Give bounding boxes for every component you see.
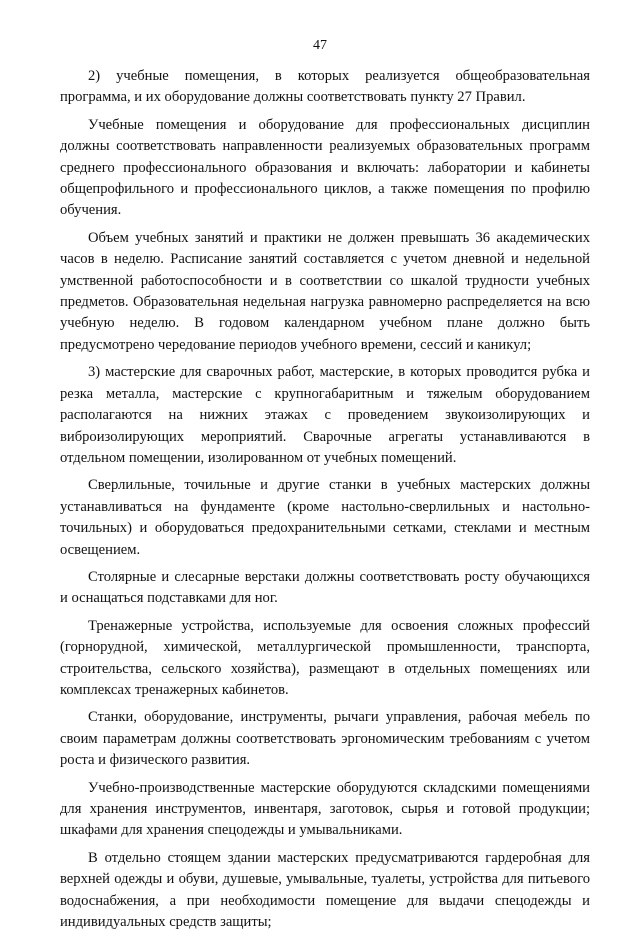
paragraph-10: В отдельно стоящем здании мастерских предусматриваются гардеробная для верхней одежды и обуви, душевые, умывальные, туалеты, устройства для питьевого водоснабжения, а при необходимости помещение для выдачи спецодежды и индивидуальных средств защиты; xyxy=(60,849,590,931)
page-number: 47 xyxy=(313,38,327,53)
paragraph-4: 3) мастерские для сварочных работ, мастерские, в которых проводится рубка и резка металла, мастерские с крупногабаритным и тяжелым оборудованием располагаются на нижних этажах с проведением звукоизолирующих и виброизолирующих мероприятий. Сварочные агрегаты устанавливаются в отдельном помещении, изолированном от учебных помещений. xyxy=(60,364,590,466)
paragraph-9: Учебно-производственные мастерские оборудуются складскими помещениями для хранения инструментов, инвентаря, заготовок, сырья и готовой продукции; шкафами для хранения спецодежды и умывальниками. xyxy=(60,779,590,839)
document-body xyxy=(60,66,590,939)
paragraph-2: Учебные помещения и оборудование для профессиональных дисциплин должны соответствовать направленности реализуемых образовательных программ среднего профессионального образования и включать: лаборатории и кабинеты общепрофильного и профессионального циклов, а также помещения по профилю обучения. xyxy=(60,116,590,219)
paragraph-8: Станки, оборудование, инструменты, рычаги управления, рабочая мебель по своим параметрам должны соответствовать эргономическим требованиям с учетом роста и физического развития. xyxy=(60,709,590,769)
paragraph-3: Объем учебных занятий и практики не должен превышать 36 академических часов в неделю. Расписание занятий составляется с учетом дневной и недельной умственной работоспособности и в соответствии со шкалой трудности учебных предметов. Образовательная недельная нагрузка равномерно распределяется на всю учебную неделю. В годовом календарном учебном плане должно быть предусмотрено чередование периодов учебного времени, сессий и каникул; xyxy=(60,229,590,353)
paragraph-6: Столярные и слесарные верстаки должны соответствовать росту обучающихся и оснащаться подставками для ног. xyxy=(60,568,590,607)
paragraph-5: Сверлильные, точильные и другие станки в учебных мастерских должны устанавливаться на фундаменте (кроме настольно-сверлильных и настольно-точильных) и оборудоваться предохранительными сетками, стеклами и местным освещением. xyxy=(60,477,590,558)
paragraph-7: Тренажерные устройства, используемые для освоения сложных профессий (горнорудной, химической, металлургической промышленности, транспорта, строительства, сельского хозяйства), размещают в отдельных помещениях или комплексах тренажерных кабинетов. xyxy=(60,617,590,698)
paragraph-1: 2) учебные помещения, в которых реализуется общеобразовательная программа, и их оборудование должны соответствовать пункту 27 Правил. xyxy=(60,68,590,106)
